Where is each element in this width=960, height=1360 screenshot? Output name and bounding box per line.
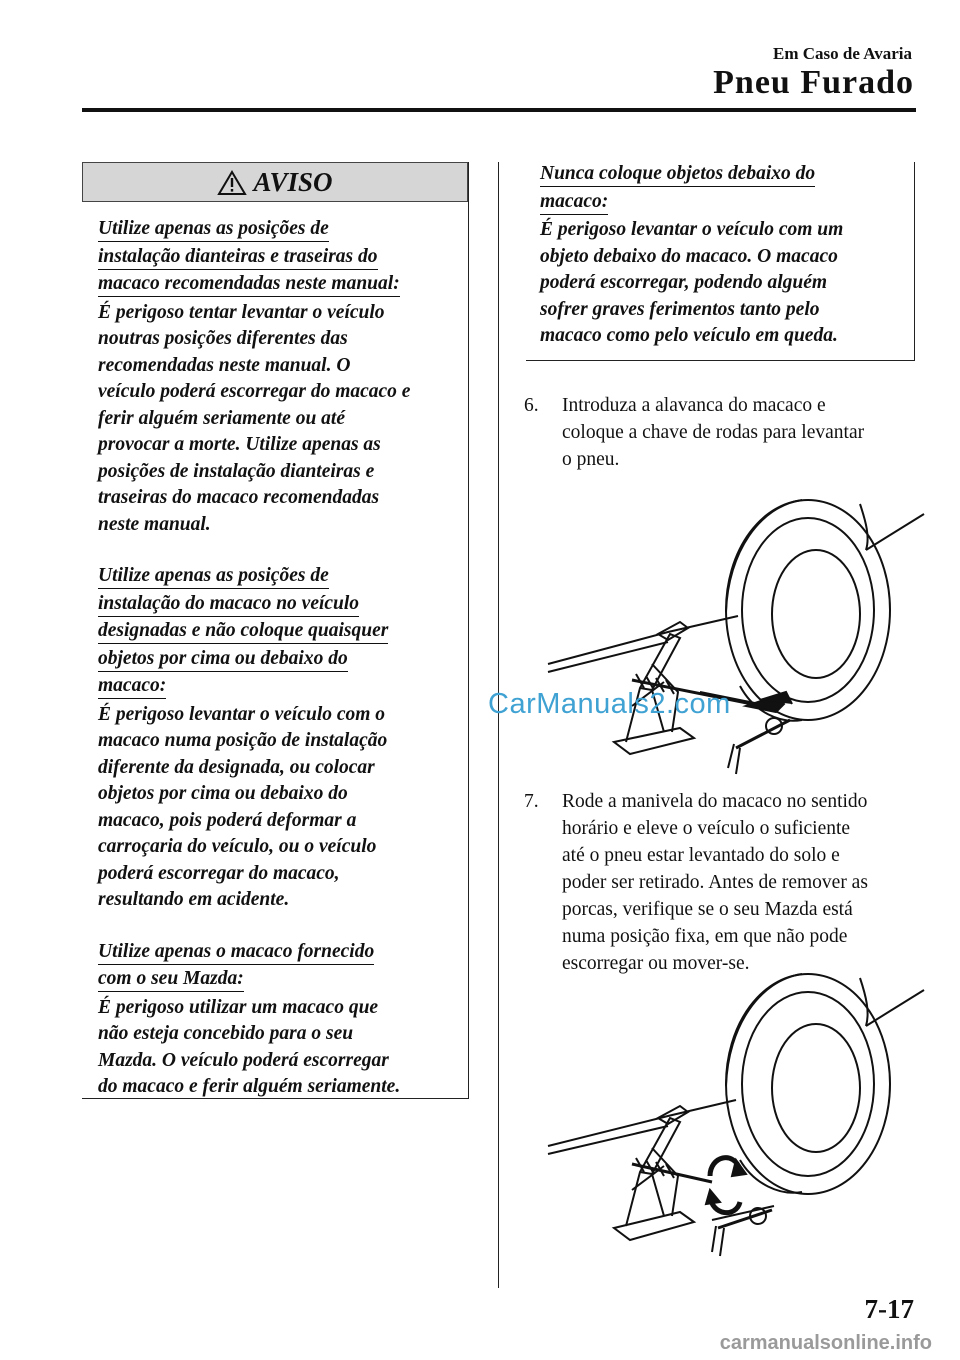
warning-box [82, 162, 469, 1099]
warning-body-line: posições de instalação dianteiras e [98, 460, 375, 482]
warning-triangle-icon [217, 170, 247, 196]
page-title: Pneu Furado [713, 64, 914, 101]
step-line: poder ser retirado. Antes de remover as [562, 872, 868, 893]
warning-body-line: É perigoso levantar o veículo com o [98, 703, 386, 725]
warning-paragraph-2 [98, 564, 460, 914]
step-line: Rode a manivela do macaco no sentido [562, 791, 868, 812]
warning-body [98, 217, 460, 1127]
warning-body-line: carroçaria do veículo, ou o veículo [98, 836, 377, 857]
warning-heading-line: Utilize apenas as posições de [98, 564, 329, 589]
step-line: Introduza a alavanca do macaco e [562, 395, 826, 416]
step-line: coloque a chave de rodas para levantar [562, 422, 865, 443]
jack-crank-illustration [540, 970, 932, 1270]
warning-body-line: Mazda. O veículo poderá escorregar [98, 1049, 389, 1071]
step-line: até o pneu estar levantado do solo e [562, 845, 840, 866]
footer-watermark: carmanualsonline.info [719, 1332, 932, 1354]
warning-body-line: objetos por cima ou debaixo do [98, 783, 348, 804]
continued-warning-box [526, 162, 915, 361]
warning-heading-line: Nunca coloque objetos debaixo do [540, 162, 815, 187]
warning-body-line: diferente da designada, ou colocar [98, 756, 375, 778]
warning-body-line: macaco numa posição de instalação [98, 730, 388, 751]
warning-body-line: provocar a morte. Utilize apenas as [98, 434, 381, 455]
warning-body-line: poderá escorregar, podendo alguém [540, 272, 828, 293]
step-line: o pneu. [562, 449, 620, 470]
warning-body-line: macaco, pois poderá deformar a [98, 809, 357, 831]
warning-paragraph-1 [98, 217, 460, 538]
warning-heading-line: com o seu Mazda: [98, 967, 244, 992]
warning-body-line: traseiras do macaco recomendadas [98, 487, 380, 508]
column-divider [498, 162, 499, 1288]
step-number: 6. [524, 395, 539, 416]
warning-body-line: sofrer graves ferimentos tanto pelo [540, 298, 820, 320]
step-6 [524, 392, 919, 473]
warning-body-line: objeto debaixo do macaco. O macaco [540, 245, 838, 267]
step-line: horário e eleve o veículo o suficiente [562, 818, 851, 839]
warning-heading-line: macaco: [98, 674, 166, 699]
warning-heading-line: objetos por cima ou debaixo do [98, 647, 348, 672]
warning-body-line: recomendadas neste manual. O [98, 354, 351, 376]
header-section: Em Caso de Avaria [773, 44, 912, 63]
header-rule [82, 108, 916, 112]
warning-heading-line: Utilize apenas as posições de [98, 217, 329, 242]
warning-body-line: ferir alguém seriamente ou até [98, 407, 345, 429]
warning-header [82, 162, 468, 202]
warning-heading-line: Utilize apenas o macaco fornecido [98, 940, 374, 965]
step-line: numa posição fixa, em que não pode [562, 926, 848, 947]
warning-body-line: macaco como pelo veículo em queda. [540, 325, 838, 346]
warning-body-line: não esteja concebido para o seu [98, 1023, 354, 1044]
page-number: 7-17 [864, 1294, 914, 1324]
warning-body-line: veículo poderá escorregar do macaco e [98, 381, 411, 402]
step-line: escorregar ou mover-se. [562, 953, 750, 974]
warning-body-line: É perigoso levantar o veículo com um [540, 219, 844, 240]
warning-heading-line: macaco recomendadas neste manual: [98, 272, 400, 297]
jack-lever-illustration [540, 492, 932, 782]
warning-heading-line: designadas e não coloque quaisquer [98, 619, 388, 644]
warning-heading-line: instalação dianteiras e traseiras do [98, 245, 378, 270]
warning-heading-line: instalação do macaco no veículo [98, 592, 359, 617]
step-line: porcas, verifique se o seu Mazda está [562, 899, 853, 920]
warning-body-line: resultando em acidente. [98, 889, 290, 910]
warning-body-line: poderá escorregar do macaco, [98, 862, 340, 884]
step-7 [524, 788, 919, 977]
warning-body-line: do macaco e ferir alguém seriamente. [98, 1076, 401, 1097]
continued-warning-body [540, 162, 910, 350]
warning-body-line: noutras posições diferentes das [98, 328, 348, 349]
watermark-text: CarManuals2.com [488, 688, 731, 720]
warning-heading-line: macaco: [540, 190, 608, 215]
warning-paragraph-3 [98, 940, 460, 1101]
warning-body-line: É perigoso utilizar um macaco que [98, 996, 379, 1018]
warning-label: AVISO [253, 167, 333, 197]
warning-body-line: É perigoso tentar levantar o veículo [98, 301, 385, 323]
step-number: 7. [524, 791, 539, 812]
warning-body-line: neste manual. [98, 513, 211, 535]
